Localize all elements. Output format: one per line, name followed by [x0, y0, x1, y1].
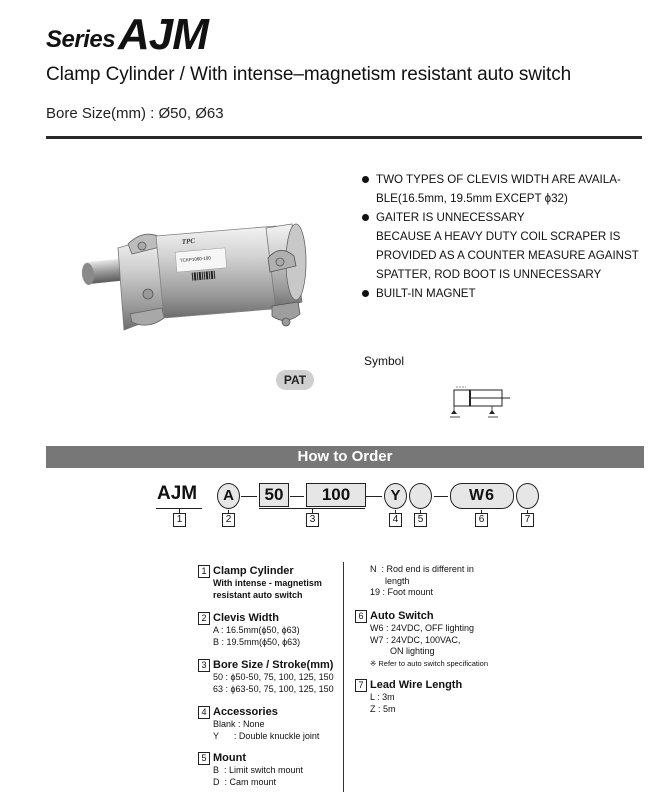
legend-line: 63 : ϕ63-50, 75, 100, 125, 150 — [213, 683, 334, 694]
code-wire — [516, 483, 539, 509]
feature-line: SPATTER, ROD BOOT IS UNNECESSARY — [376, 268, 602, 281]
legend-line: Y : Double knuckle joint — [213, 730, 320, 741]
bore-size-line: Bore Size(mm) : Ø50, Ø63 — [46, 105, 224, 122]
legend-accessories — [198, 705, 319, 742]
bullet-icon — [362, 290, 369, 297]
legend-line: With intense - magnetism — [213, 578, 322, 588]
bullet-icon — [362, 214, 369, 221]
index-number: 3 — [198, 659, 210, 672]
code-switch: W6 — [450, 483, 514, 509]
series-name: AJM — [118, 10, 208, 59]
legend-line: resistant auto switch — [213, 589, 303, 600]
index-number: 4 — [198, 706, 210, 719]
legend-title: Accessories — [213, 706, 278, 718]
index-number: 7 — [355, 679, 367, 692]
legend-mount — [198, 751, 303, 788]
product-photo — [80, 218, 320, 358]
legend-line: Blank : None — [213, 719, 265, 729]
index-number: 1 — [173, 513, 186, 527]
legend-title: Mount — [213, 752, 246, 764]
index-number: 4 — [389, 513, 402, 527]
legend-line: B : 19.5mm(ϕ50, ϕ63) — [213, 636, 301, 647]
legend-line: 50 : ϕ50-50, 75, 100, 125, 150 — [213, 672, 334, 682]
feature-line: GAITER IS UNNECESSARY — [362, 208, 644, 227]
legend-title: Clamp Cylinder — [213, 565, 294, 577]
legend-line: ON lighting — [370, 646, 435, 656]
legend-title: Clevis Width — [213, 612, 279, 624]
code-dash — [366, 496, 382, 497]
legend-lead-wire — [355, 678, 462, 715]
symbol-label: Symbol — [364, 354, 405, 368]
code-clevis: A — [217, 483, 240, 509]
legend-title: Auto Switch — [370, 610, 434, 622]
code-accessory: Y — [384, 483, 407, 509]
feature-line: BUILT-IN MAGNET — [362, 284, 644, 303]
series-prefix: Series — [46, 26, 116, 53]
legend-line: 19 : Foot mount — [370, 587, 434, 597]
index-number: 5 — [198, 752, 210, 765]
index-number: 2 — [222, 513, 235, 527]
legend-title: Bore Size / Stroke(mm) — [213, 659, 334, 671]
legend-clevis-width — [198, 611, 300, 648]
index-number: 6 — [475, 513, 488, 527]
bullet-icon — [362, 176, 369, 183]
index-number: 7 — [521, 513, 534, 527]
legend-line: D : Cam mount — [213, 776, 277, 787]
legend-title: Lead Wire Length — [370, 679, 463, 691]
legend-line: length — [370, 575, 410, 586]
code-bore: 50 — [259, 483, 289, 507]
index-number: 3 — [306, 513, 319, 527]
cylinder-symbol-icon — [448, 384, 514, 420]
index-number: 5 — [414, 513, 427, 527]
order-code-row — [0, 480, 648, 540]
code-mount — [409, 483, 432, 509]
code-dash — [241, 496, 257, 497]
index-number: 2 — [198, 612, 210, 625]
header-divider — [46, 136, 642, 139]
column-divider — [343, 562, 344, 792]
legend-line: L : 3m — [370, 692, 395, 702]
legend-auto-switch — [355, 609, 488, 669]
brand-mark: TPC — [181, 236, 196, 246]
legend-note: ※ Refer to auto switch specification — [370, 658, 489, 668]
feature-list — [362, 170, 644, 303]
legend-line: B : Limit switch mount — [213, 765, 304, 775]
legend-mount-continued — [355, 564, 474, 599]
legend-bore-stroke — [198, 658, 334, 695]
legend-line: W7 : 24VDC, 100VAC, — [370, 634, 461, 645]
how-to-order-title: How to Order — [297, 448, 393, 465]
feature-line: PROVIDED AS A COUNTER MEASURE AGAINST — [376, 249, 639, 262]
page-title: Clamp Cylinder / With intense–magnetism resistant auto switch — [46, 64, 572, 85]
legend-line: A : 16.5mm(ϕ50, ϕ63) — [213, 625, 300, 635]
feature-line: BECAUSE A HEAVY DUTY COIL SCRAPER IS — [376, 230, 621, 243]
feature-line: TWO TYPES OF CLEVIS WIDTH ARE AVAILA- — [362, 170, 644, 189]
patent-badge: PAT — [276, 370, 314, 390]
index-number: 1 — [198, 565, 210, 578]
code-stroke: 100 — [306, 483, 366, 507]
code-dash — [434, 496, 448, 497]
code-prefix: AJM — [157, 483, 198, 504]
legend-line: Z : 5m — [370, 703, 396, 714]
product-label-text: TCKP1060-100 — [179, 255, 212, 263]
code-dash — [290, 496, 304, 497]
index-number: 6 — [355, 610, 367, 623]
legend-line: W6 : 24VDC, OFF lighting — [370, 623, 475, 633]
feature-line: BLE(16.5mm, 19.5mm EXCEPT ϕ32) — [376, 192, 568, 205]
legend-line: N : Rod end is different in — [370, 564, 474, 574]
legend-clamp-cylinder — [198, 564, 322, 601]
